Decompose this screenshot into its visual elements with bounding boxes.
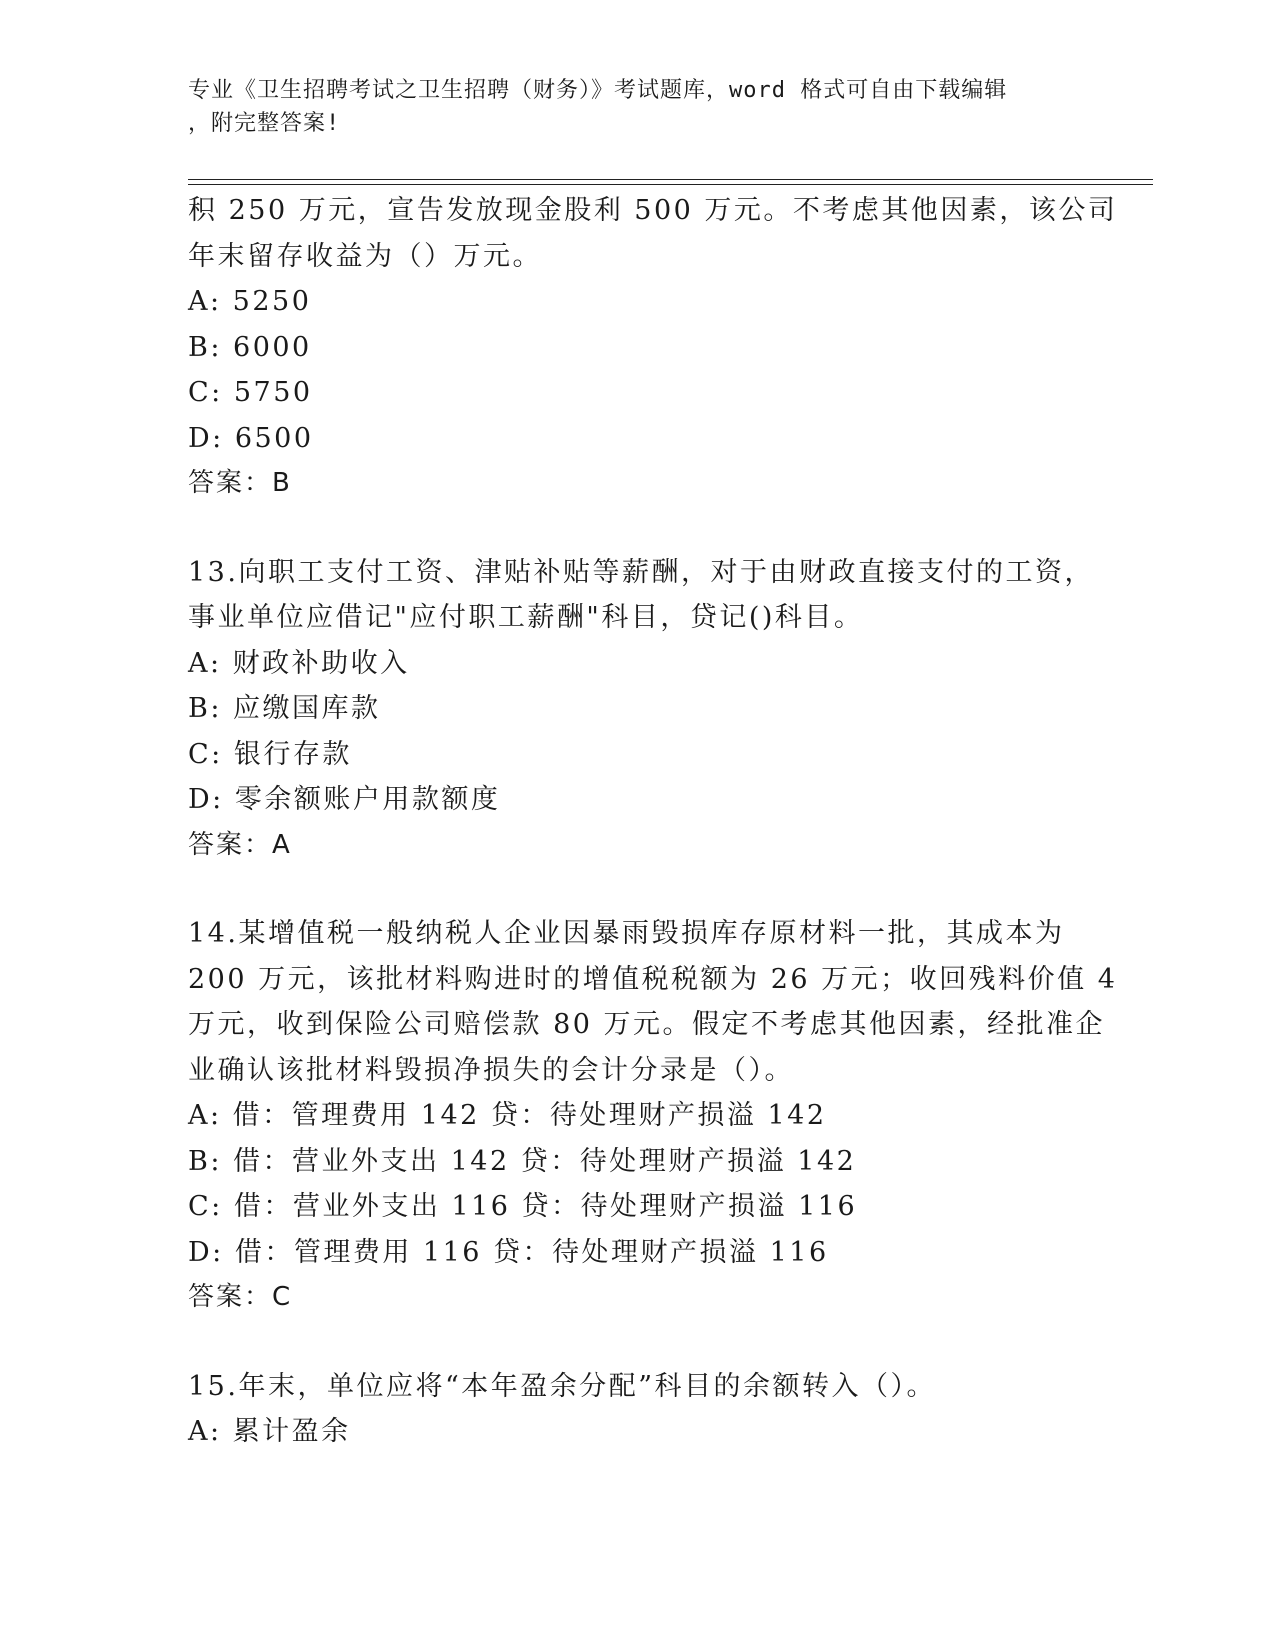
option-b: B: 借：营业外支出 142 贷：待处理财产损溢 142 [188, 1145, 857, 1177]
option-a: A: 借：管理费用 142 贷：待处理财产损溢 142 [188, 1100, 827, 1131]
question-stem-line: 业确认该批材料毁损净损失的会计分录是（）。 [188, 1054, 794, 1086]
question-13 [188, 550, 1094, 869]
question-spacer [188, 868, 1088, 911]
option-a: A: 累计盈余 [188, 1416, 351, 1447]
option-a: A: 5250 [188, 286, 312, 317]
question-stem-line: 15.年末，单位应将“本年盈余分配”科目的余额转入（）。 [188, 1370, 937, 1402]
question-14 [188, 911, 1118, 1321]
option-a: A: 财政补助收入 [188, 647, 410, 679]
option-c: C: 借：营业外支出 116 贷：待处理财产损溢 116 [188, 1191, 858, 1222]
question-12 [188, 188, 1118, 507]
question-spacer [188, 1321, 1088, 1364]
answer-label: 答案：B [188, 468, 292, 498]
option-b: B: 应缴国库款 [188, 693, 381, 724]
question-spacer [188, 507, 1088, 550]
option-d: D: 6500 [188, 422, 314, 454]
question-stem-line: 年末留存收益为（）万元。 [188, 240, 542, 272]
header-divider-top [188, 179, 1153, 180]
option-c: C: 5750 [188, 377, 313, 408]
question-stem-line: 200 万元，该批材料购进时的增值税税额为 26 万元；收回残料价值 4 [188, 963, 1118, 995]
question-stem-line: 积 250 万元，宣告发放现金股利 500 万元。不考虑其他因素，该公司 [188, 195, 1118, 226]
option-d: D: 借：管理费用 116 贷：待处理财产损溢 116 [188, 1236, 829, 1268]
question-stem-line: 万元，收到保险公司赔偿款 80 万元。假定不考虑其他因素，经批准企 [188, 1009, 1106, 1040]
option-b: B: 6000 [188, 331, 312, 363]
question-stem-line: 14.某增值税一般纳税人企业因暴雨毁损库存原材料一批，其成本为 [188, 918, 1065, 949]
question-list [188, 188, 1118, 1455]
document-header [188, 74, 1068, 140]
question-stem-line: 事业单位应借记"应付职工薪酬"科目，贷记()科目。 [188, 602, 864, 633]
header-title-line-1: 专业《卫生招聘考试之卫生招聘（财务）》考试题库，word 格式可自由下载编辑 [188, 78, 1008, 103]
question-15 [188, 1364, 1088, 1455]
option-c: C: 银行存款 [188, 738, 352, 770]
header-divider-bottom [188, 184, 1153, 185]
option-d: D: 零余额账户用款额度 [188, 784, 501, 815]
question-stem-line: 13.向职工支付工资、津贴补贴等薪酬，对于由财政直接支付的工资， [188, 556, 1094, 588]
answer-label: 答案：C [188, 1282, 293, 1312]
header-title-line-2: ，附完整答案! [188, 111, 341, 136]
answer-label: 答案：A [188, 829, 292, 860]
